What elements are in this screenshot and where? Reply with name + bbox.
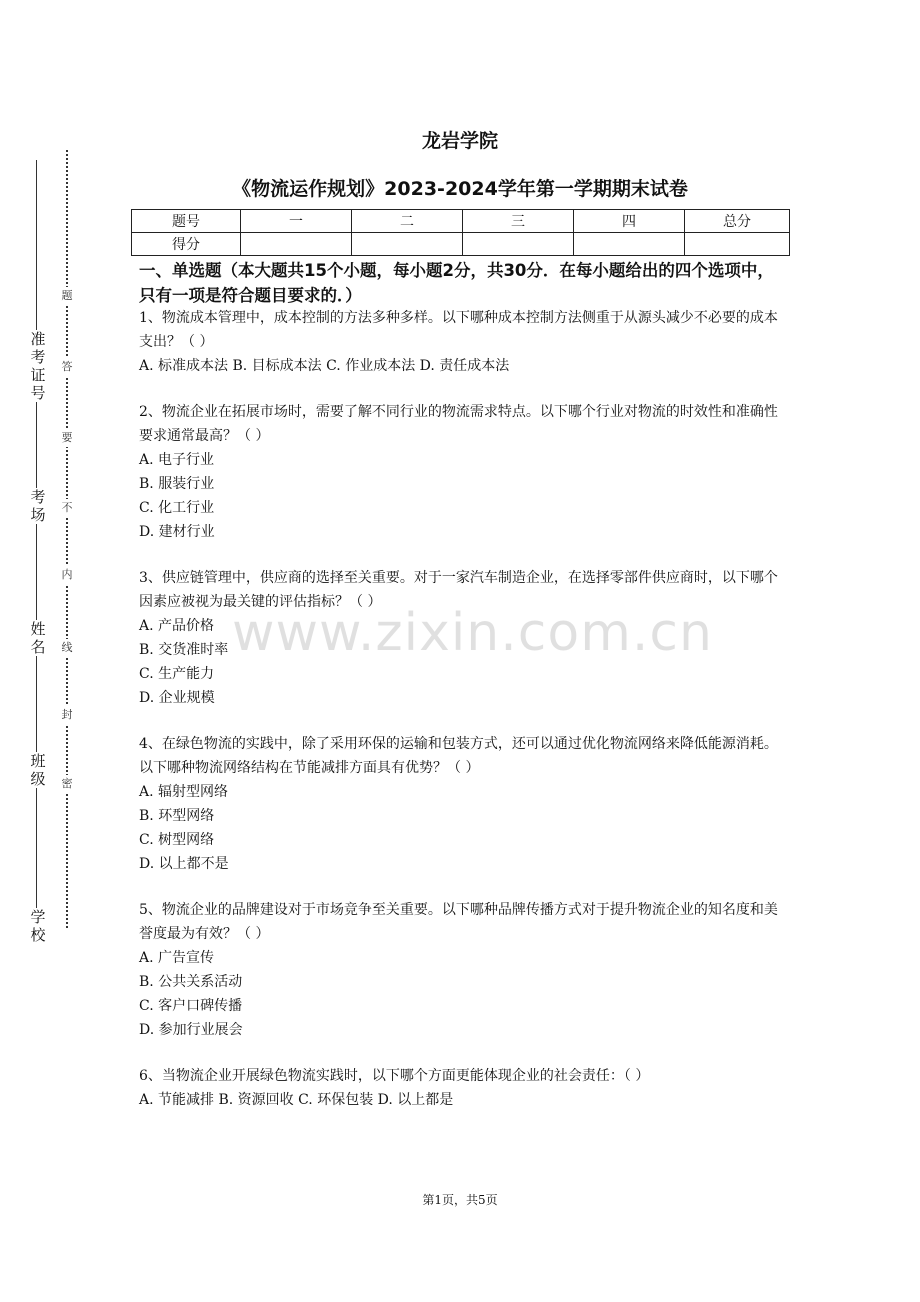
score-table-cell: 总分 — [685, 210, 790, 233]
question-stem: 5、物流企业的品牌建设对于市场竞争至关重要。以下哪种品牌传播方式对于提升物流企业的知名度和美誉度最为有效？（ ） — [139, 902, 778, 942]
question-stem: 3、供应链管理中，供应商的选择至关重要。对于一家汽车制造企业，在选择零部件供应商时，以下哪个因素应被视为最关键的评估指标？（ ） — [139, 570, 778, 610]
seal-word: 答 — [58, 358, 76, 376]
option-d: D. 以上都不是 — [139, 856, 229, 872]
score-input-cell[interactable] — [574, 233, 685, 256]
candidate-number-label: 准考证号 — [30, 330, 46, 402]
seal-word: 密 — [58, 775, 76, 793]
question-list — [139, 306, 789, 1112]
option-d: D. 建材行业 — [139, 524, 215, 540]
seal-word: 不 — [58, 499, 76, 517]
question-item — [139, 732, 789, 876]
question-stem: 1、物流成本管理中，成本控制的方法多种多样。以下哪种成本控制方法侧重于从源头减少不必要的成本支出？（ ） — [139, 310, 778, 350]
option-b: B. 环型网络 — [139, 808, 215, 824]
seal-dotted-line — [66, 150, 68, 928]
seal-word: 内 — [58, 566, 76, 584]
question-stem: 4、在绿色物流的实践中，除了采用环保的运输和包装方式，还可以通过优化物流网络来降低能源消耗。以下哪种物流网络结构在节能减排方面具有优势？（ ） — [139, 736, 778, 776]
exam-room-label: 考场 — [30, 488, 46, 524]
seal-word: 线 — [58, 639, 76, 657]
question-item — [139, 898, 789, 1042]
option-a: A. 辐射型网络 — [139, 784, 229, 800]
section-heading: 一、单选题（本大题共15个小题，每小题2分，共30分．在每小题给出的四个选项中，只有一项是符合题目要求的．） — [139, 261, 774, 305]
option-c: C. 生产能力 — [139, 666, 215, 682]
score-table-cell: 二 — [352, 210, 463, 233]
name-label: 姓名 — [30, 620, 46, 656]
score-input-cell[interactable] — [352, 233, 463, 256]
question-options: A. 标准成本法 B. 目标成本法 C. 作业成本法 D. 责任成本法 — [139, 358, 510, 374]
option-c: C. 树型网络 — [139, 832, 215, 848]
binding-fill-line — [36, 160, 37, 940]
score-table-cell: 得分 — [132, 233, 241, 256]
score-table-cell: 三 — [463, 210, 574, 233]
question-stem: 2、物流企业在拓展市场时，需要了解不同行业的物流需求特点。以下哪个行业对物流的时效性和准确性要求通常最高？（ ） — [139, 404, 778, 444]
question-item — [139, 306, 789, 378]
class-label: 班级 — [30, 752, 46, 788]
score-input-cell[interactable] — [241, 233, 352, 256]
option-c: C. 化工行业 — [139, 500, 215, 516]
question-options: A. 节能减排 B. 资源回收 C. 环保包装 D. 以上都是 — [139, 1092, 454, 1108]
score-table-score-row — [132, 233, 790, 256]
option-b: B. 公共关系活动 — [139, 974, 243, 990]
option-a: A. 产品价格 — [139, 618, 215, 634]
score-input-cell[interactable] — [685, 233, 790, 256]
question-item — [139, 1064, 789, 1112]
exam-title: 《物流运作规划》2023-2024学年第一学期期末试卷 — [232, 178, 688, 200]
score-table-cell: 一 — [241, 210, 352, 233]
option-a: A. 广告宣传 — [139, 950, 215, 966]
option-b: B. 服装行业 — [139, 476, 215, 492]
question-stem: 6、当物流企业开展绿色物流实践时，以下哪个方面更能体现企业的社会责任：（ ） — [139, 1068, 650, 1084]
seal-word: 封 — [58, 706, 76, 724]
score-table-cell: 四 — [574, 210, 685, 233]
score-table — [131, 209, 790, 256]
option-d: D. 参加行业展会 — [139, 1022, 243, 1038]
school-label: 学校 — [30, 908, 46, 944]
institution-name: 龙岩学院 — [421, 130, 498, 152]
watermark-text: www.zixin.com.cn — [232, 603, 713, 663]
seal-word: 要 — [58, 429, 76, 447]
option-a: A. 电子行业 — [139, 452, 215, 468]
page-footer: 第1页，共5页 — [422, 1193, 498, 1207]
score-table-header-row — [132, 210, 790, 233]
score-table-cell: 题号 — [132, 210, 241, 233]
seal-word: 题 — [58, 287, 76, 305]
option-c: C. 客户口碑传播 — [139, 998, 243, 1014]
option-b: B. 交货准时率 — [139, 642, 229, 658]
score-input-cell[interactable] — [463, 233, 574, 256]
question-item — [139, 400, 789, 544]
option-d: D. 企业规模 — [139, 690, 215, 706]
